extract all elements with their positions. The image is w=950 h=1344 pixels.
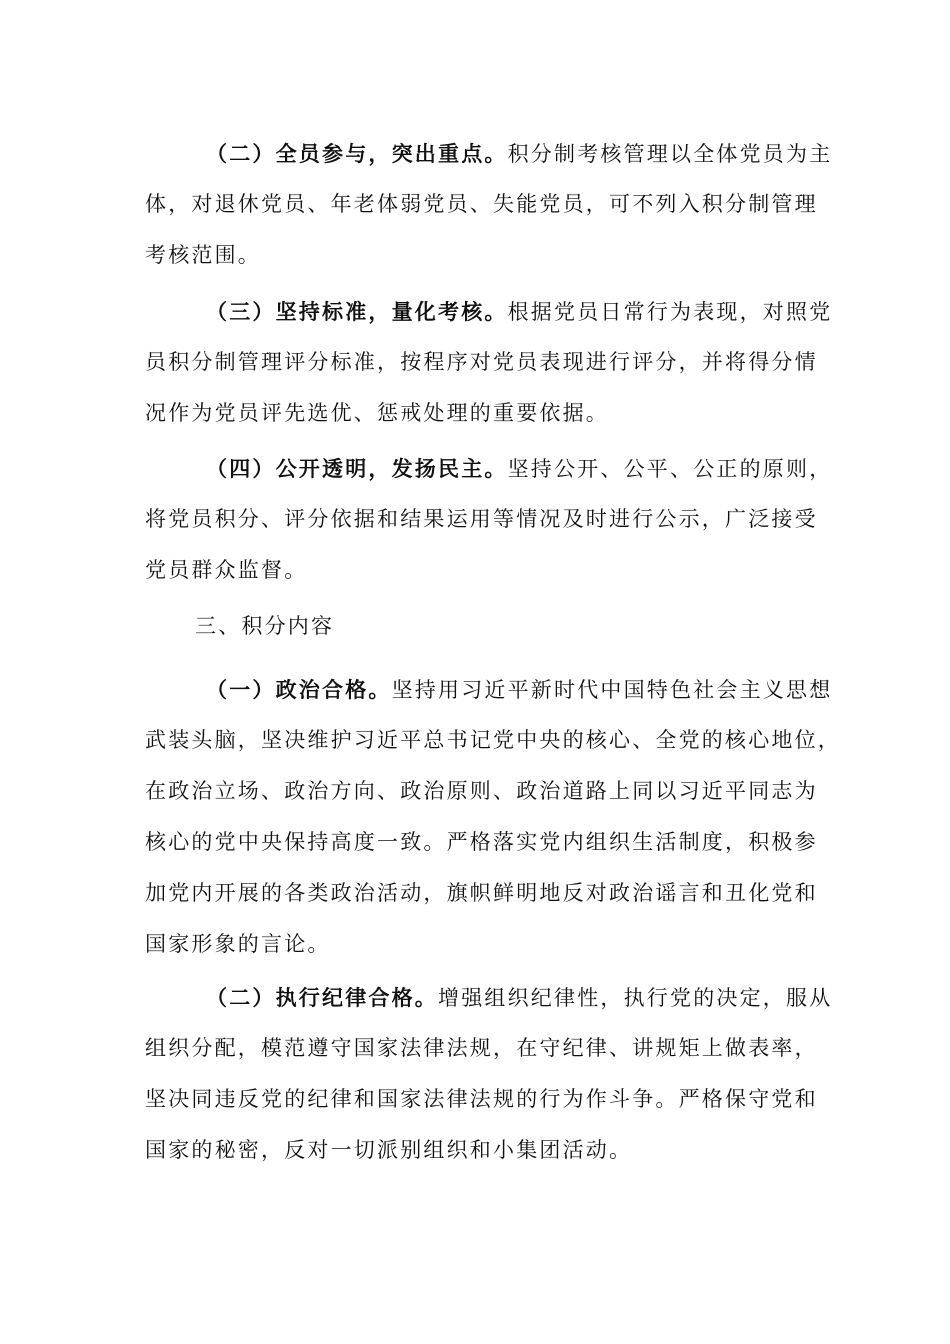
paragraph-line: 核心的党中央保持高度一致。严格落实党内组织生活制度，积极参 [145, 830, 818, 854]
paragraph-line: 武装头脑，坚决维护习近平总书记党中央的核心、全党的核心地位， [145, 728, 841, 752]
paragraph-line: 党员群众监督。 [145, 558, 308, 582]
paragraph-line: 考核范围。 [145, 243, 261, 267]
paragraph-lead: （一）政治合格。 [206, 677, 392, 702]
paragraph-text: 增强组织纪律性，执行党的决定，服从 [438, 986, 833, 1010]
paragraph-line: 坚决同违反党的纪律和国家法律法规的行为作斗争。严格保守党和 [145, 1087, 818, 1111]
paragraph-lead: （四）公开透明，发扬民主。 [206, 456, 508, 481]
paragraph-line: 员积分制管理评分标准，按程序对党员表现进行评分，并将得分情 [145, 350, 818, 374]
paragraph-line: 况作为党员评先选优、惩戒处理的重要依据。 [145, 401, 609, 425]
paragraph-line [145, 128, 833, 179]
paragraph-principle-2 [145, 128, 833, 281]
paragraph-text: 坚持用习近平新时代中国特色社会主义思想 [391, 678, 833, 702]
paragraph-line: 国家的秘密，反对一切派别组织和小集团活动。 [145, 1138, 633, 1162]
paragraph-lead: （三）坚持标准，量化考核。 [206, 299, 508, 324]
paragraph-line [145, 443, 833, 494]
paragraph-line: 在政治立场、政治方向、政治原则、政治道路上同以习近平同志为 [145, 779, 818, 803]
paragraph-line: 加党内开展的各类政治活动，旗帜鲜明地反对政治谣言和丑化党和 [145, 881, 818, 905]
section-heading: 三、积分内容 [195, 614, 335, 638]
paragraph-text: 根据党员日常行为表现，对照党 [507, 300, 833, 324]
paragraph-lead: （二）全员参与，突出重点。 [206, 141, 508, 166]
paragraph-text: 坚持公开、公平、公正的原则， [507, 457, 833, 481]
paragraph-principle-4 [145, 443, 833, 596]
paragraph-line: 国家形象的言论。 [145, 932, 331, 956]
paragraph-text: 积分制考核管理以全体党员为主 [507, 142, 833, 166]
paragraph-principle-3 [145, 286, 833, 439]
paragraph-content-1 [145, 664, 841, 970]
paragraph-line [145, 286, 833, 337]
paragraph-line: 组织分配，模范遵守国家法律法规，在守纪律、讲规矩上做表率， [145, 1036, 818, 1060]
paragraph-line [145, 664, 833, 715]
paragraph-lead: （二）执行纪律合格。 [206, 985, 438, 1010]
paragraph-line [145, 972, 833, 1023]
paragraph-line: 体，对退休党员、年老体弱党员、失能党员，可不列入积分制管理 [145, 192, 818, 216]
paragraph-line: 将党员积分、评分依据和结果运用等情况及时进行公示，广泛接受 [145, 507, 818, 531]
paragraph-content-2 [145, 972, 833, 1176]
